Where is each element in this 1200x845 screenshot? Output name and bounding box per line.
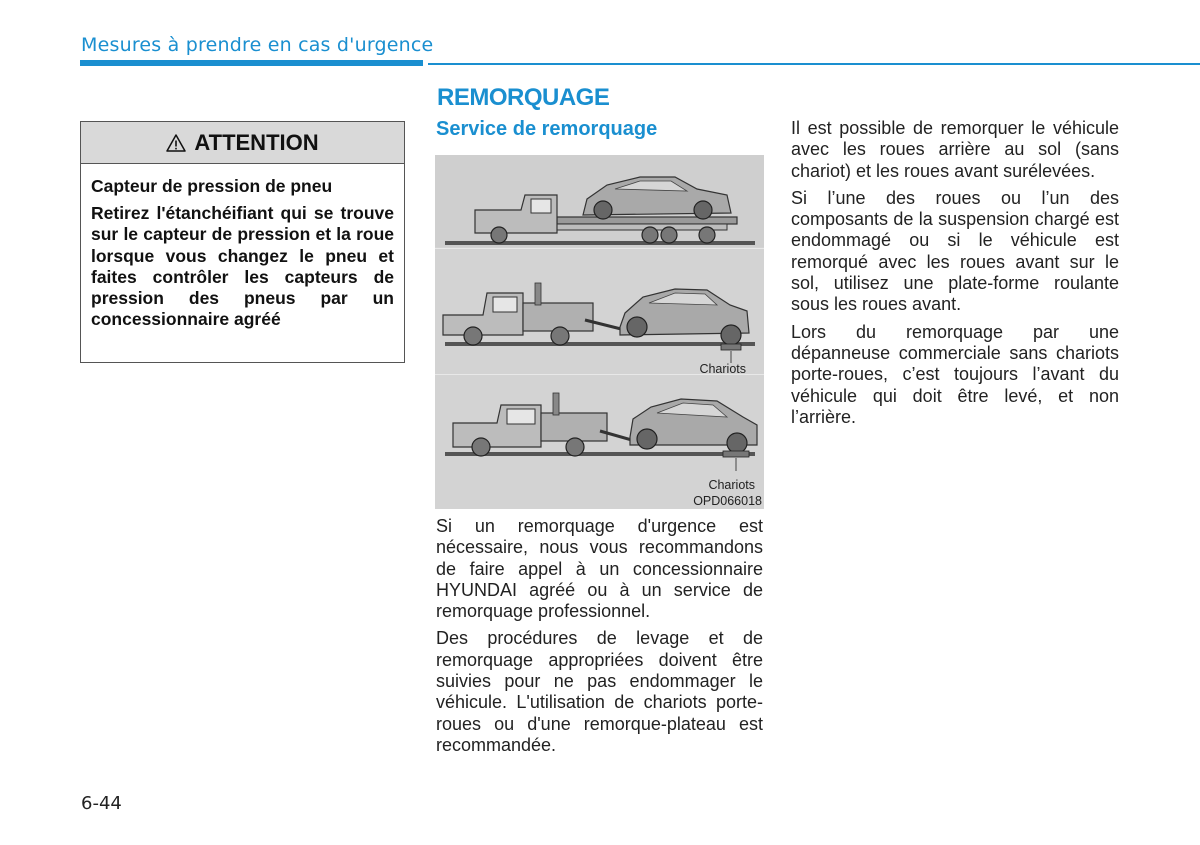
right-paragraph-3: Lors du remorquage par une dépanneuse commerciale sans chariots porte-roues, c’est toujours l’avant du véhicule qui doit être levé, et non l’arrière. [791,321,1119,427]
attention-subtitle: Capteur de pression de pneu [91,176,333,196]
page-number: 6-44 [81,793,122,814]
section-subtitle: Service de remorquage [436,118,658,140]
running-header-title: Mesures à prendre en cas d'urgence [81,34,434,56]
figure-code: OPD066018 [693,494,762,508]
right-paragraph-1: Il est possible de remorquer le véhicule avec les roues arrière au sol (sans chariot) et les roues avant surélevées. [791,118,1119,181]
attention-label: ATTENTION [194,129,319,155]
attention-box [80,121,405,363]
warning-triangle-icon [166,133,186,153]
chariots-label-1: Chariots [699,362,746,376]
chariots-label-2: Chariots [708,478,755,492]
attention-header [81,122,404,164]
middle-column [436,516,763,762]
attention-text: Retirez l'étanchéifiant qui se trouve sur le capteur de pression et la roue lorsque vous changez le pneu et faites contrôler les capteurs de pression des pneus par un concessionnaire agréé [91,203,394,330]
section-title: REMORQUAGE [437,84,610,111]
tow-with-dollies-scene [445,393,762,508]
right-column [791,118,1119,434]
header-rule-thin [428,63,1200,65]
middle-paragraph-2: Des procédures de levage et de remorquage appropriées doivent être suivies pour ne pas endommager le véhicule. L'utilisation de chariots porte-roues ou d'une remorque-plateau est recommandée. [436,628,763,755]
header-rule-thick [80,60,423,66]
middle-paragraph-1: Si un remorquage d'urgence est nécessaire, nous vous recommandons de faire appel à un concessionnaire HYUNDAI agréé ou à un service de remorquage professionnel. [436,516,763,622]
towing-diagram [435,155,764,509]
right-paragraph-2: Si l’une des roues ou l’un des composants de la suspension chargé est endommagé ou si le véhicule est remorqué avec les roues avant sur le sol, utilisez une plate-forme roulante sous les roues avant. [791,187,1119,315]
towing-illustration [435,155,764,509]
